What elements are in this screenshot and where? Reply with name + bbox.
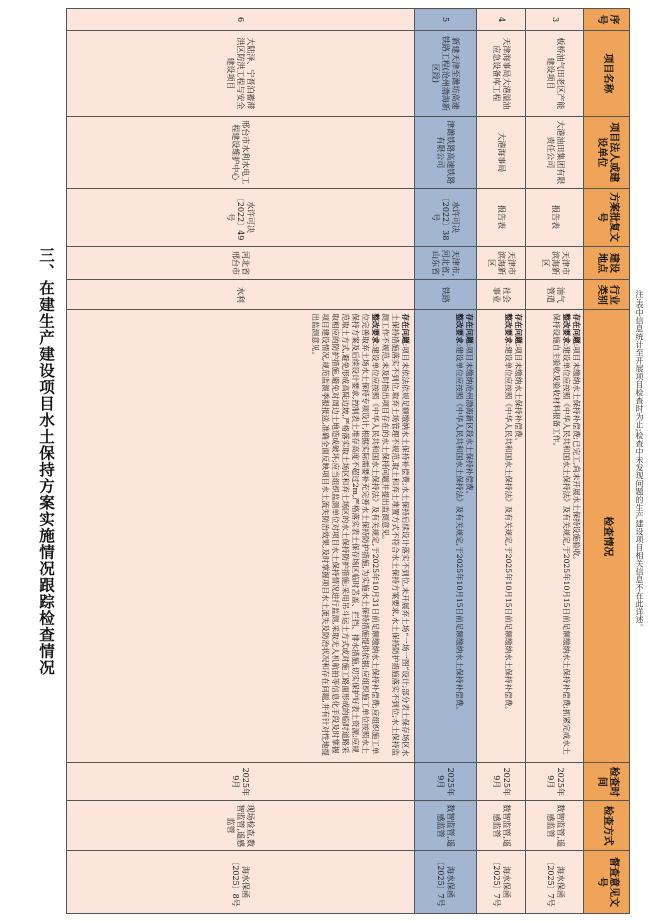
row-inspection-method: 现场检查,数智监管,遥感监管 <box>67 801 414 851</box>
header-industry: 行业类别 <box>584 280 629 310</box>
row-approval-doc: 报告表 <box>477 189 526 247</box>
requirement-label: 整改要求 <box>370 313 380 344</box>
row-construction-unit: 大港海事局 <box>477 117 526 189</box>
row-seq: 3 <box>526 9 583 31</box>
row-approval-doc: 水许可决〔2022〕38号 <box>415 189 476 247</box>
requirement-text: :建设单位应按照《中华人民共和国水土保持法》及有关规定,于2025年10月31日前足额缴纳水土保持补偿费;应组织施工单位完善取弃土场水土保持专项设计,根据实际需要补充完善水土保持防护措施,为实施水土保持措施提供依据;应组织施工单位按照水土保持方案及后续设计要求,控制表土堆存高度不超过2m,严格落实表土保存场区临时苫盖、拦挡、排水措施,切实保护好表土资源;应规范取土方式,避免形成高陡边坡,严格落实取土场区和弃土场区的水土保持防护措施;采用吊斗运土方式或对施工路面形成的临时道路采取相应的防护措施,避免对周边土地造成破坏;应当组织监测单位对项目水土保持情况进行监测,采取无人机航拍等信息化手段及时掌握项目建设情况,规范监测季报报送,准确全面反映项目水土流失防治效果,及时掌握项目水土流失及防治状况和存在问题,并有针对性地提出监测意见。 <box>310 313 380 756</box>
row-inspection-details <box>477 310 526 763</box>
requirement-paragraph <box>503 313 513 714</box>
header-project-name: 项目名称 <box>584 31 629 117</box>
problem-paragraph <box>571 313 581 759</box>
header-inspection-time: 检查时间 <box>584 763 629 801</box>
row-inspection-method: 数智监管,遥感监管 <box>526 801 583 851</box>
row-seq: 5 <box>415 9 476 31</box>
problem-label: 存在问题 <box>400 313 410 344</box>
row-location: 河北省邢台市 <box>67 247 414 281</box>
header-seq: 序号 <box>584 9 629 31</box>
row-inspection-time: 2025年9月 <box>67 763 414 801</box>
row-approval-doc: 报告表 <box>526 189 583 247</box>
row-construction-unit: 津潍铁路高速铁路有限公司 <box>415 117 476 189</box>
table-row <box>414 9 476 913</box>
row-inspection-time: 2025年9月 <box>477 763 526 801</box>
page-title <box>26 0 66 922</box>
row-seq: 6 <box>67 9 414 31</box>
row-construction-unit: 邢台市水利水电工程建设维护中心 <box>67 117 414 189</box>
problem-paragraph <box>513 313 523 714</box>
problem-text: :项目未依法依规足额缴纳水土保持补偿费;水土保持后续设计落实不到位,未开展弃土场“一场一图”设计;部分表土保存场区水土保持措施落实不到位,取弃土场管理不规范,取土和弃土堆置方式不符合水土保持方案要求,水土保持防护措施落实不到位;水土保持监测工作不规范,未及时指出项目存在的水土保持问题并提出监测意见。 <box>380 313 410 757</box>
row-industry: 油气管道 <box>526 280 583 310</box>
row-inspection-time: 2025年9月 <box>526 763 583 801</box>
row-inspection-details <box>67 310 414 763</box>
row-industry: 水利 <box>67 280 414 310</box>
requirement-paragraph <box>551 313 571 759</box>
row-inspection-method: 数智监管,遥感监管 <box>477 801 526 851</box>
row-project-name: 板桥油气田老区产能建设项目 <box>526 31 583 117</box>
row-construction-unit: 大港油田集团有限责任公司 <box>526 117 583 189</box>
row-seq: 4 <box>477 9 526 31</box>
row-opinion-doc: 海水保函〔2025〕7号 <box>477 851 526 913</box>
row-inspection-time: 2025年9月 <box>415 763 476 801</box>
inspection-table-wrapper <box>66 8 630 914</box>
table-header-row <box>583 9 629 913</box>
row-project-name: 天津海事局大港溢油应急设备库工程 <box>477 31 526 117</box>
header-inspection-method: 检查方式 <box>584 801 629 851</box>
table-row <box>525 9 583 913</box>
problem-label: 存在问题 <box>514 313 524 344</box>
requirement-text: :建设单位应按照《中华人民共和国水土保持法》及有关规定,于2025年10月15日前足额缴纳水土保持补偿费。 <box>454 343 464 714</box>
row-opinion-doc: 海水保函〔2025〕7号 <box>526 851 583 913</box>
row-location: 天津市滨海新区 <box>477 247 526 281</box>
problem-label: 存在问题 <box>572 313 582 344</box>
problem-text: :项目未缴纳水土保持补偿费;已完工,尚未开展水土保持设施验收。 <box>572 343 582 564</box>
requirement-paragraph <box>454 313 464 714</box>
row-project-name: 新建天津至潍坊高速铁路工程(沧州渤海新区段) <box>415 31 476 117</box>
row-inspection-details <box>526 310 583 763</box>
row-location: 天津市,河北省,山东省 <box>415 247 476 281</box>
problem-paragraph <box>380 313 410 759</box>
row-industry: 社会事业 <box>477 280 526 310</box>
table-row <box>476 9 526 913</box>
problem-text: :项目未缴纳沧州渤海新区段水土保持补偿费。 <box>464 343 474 499</box>
requirement-text: :建设单位应按照《中华人民共和国水土保持法》及有关规定,于2025年10月15日前足额缴纳水土保持补偿费。 <box>504 343 514 714</box>
requirement-label: 整改要求 <box>504 313 514 344</box>
row-industry: 铁路 <box>415 280 476 310</box>
problem-label: 存在问题 <box>464 313 474 344</box>
requirement-label: 整改要求 <box>562 313 572 344</box>
requirement-text: :建设单位应按照《中华人民共和国水土保持法》及有关规定,于2025年10月15日前足额缴纳水土保持补偿费;抓紧完成水土保持设施自主验收及验收材料报备工作。 <box>552 313 572 755</box>
header-location: 建设地点 <box>584 247 629 281</box>
footnote <box>634 0 648 922</box>
header-inspection-details: 检查情况 <box>584 310 629 763</box>
header-construction-unit: 项目法人或建设单位 <box>584 117 629 189</box>
inspection-table <box>66 8 630 914</box>
problem-paragraph <box>464 313 474 714</box>
row-project-name: 大陆泽、宁晋泊蓄滞洪区防洪工程与安全建设项目 <box>67 31 414 117</box>
header-approval-doc: 方案批复文号 <box>584 189 629 247</box>
requirement-label: 整改要求 <box>454 313 464 344</box>
requirement-paragraph <box>310 313 380 759</box>
row-inspection-method: 数智监管,遥感监管 <box>415 801 476 851</box>
footnote-text: 注:表中信息统计至开展项目检查时为止;检查中未发现问题的生产建设项目相关信息不在此详述。 <box>635 290 644 632</box>
row-opinion-doc: 海水保函〔2025〕7号 <box>415 851 476 913</box>
row-inspection-details <box>415 310 476 763</box>
header-opinion-doc: 督查意见文号 <box>584 851 629 913</box>
table-row <box>67 9 414 913</box>
page-title-text: 三、在建生产建设项目水土保持方案实施情况跟踪检查情况 <box>37 246 56 676</box>
problem-text: :项目未缴纳水土保持补偿费。 <box>514 343 524 446</box>
row-opinion-doc: 海水保函〔2025〕8号 <box>67 851 414 913</box>
row-location: 天津市滨海新区 <box>526 247 583 281</box>
row-approval-doc: 水许可决〔2022〕49号 <box>67 189 414 247</box>
